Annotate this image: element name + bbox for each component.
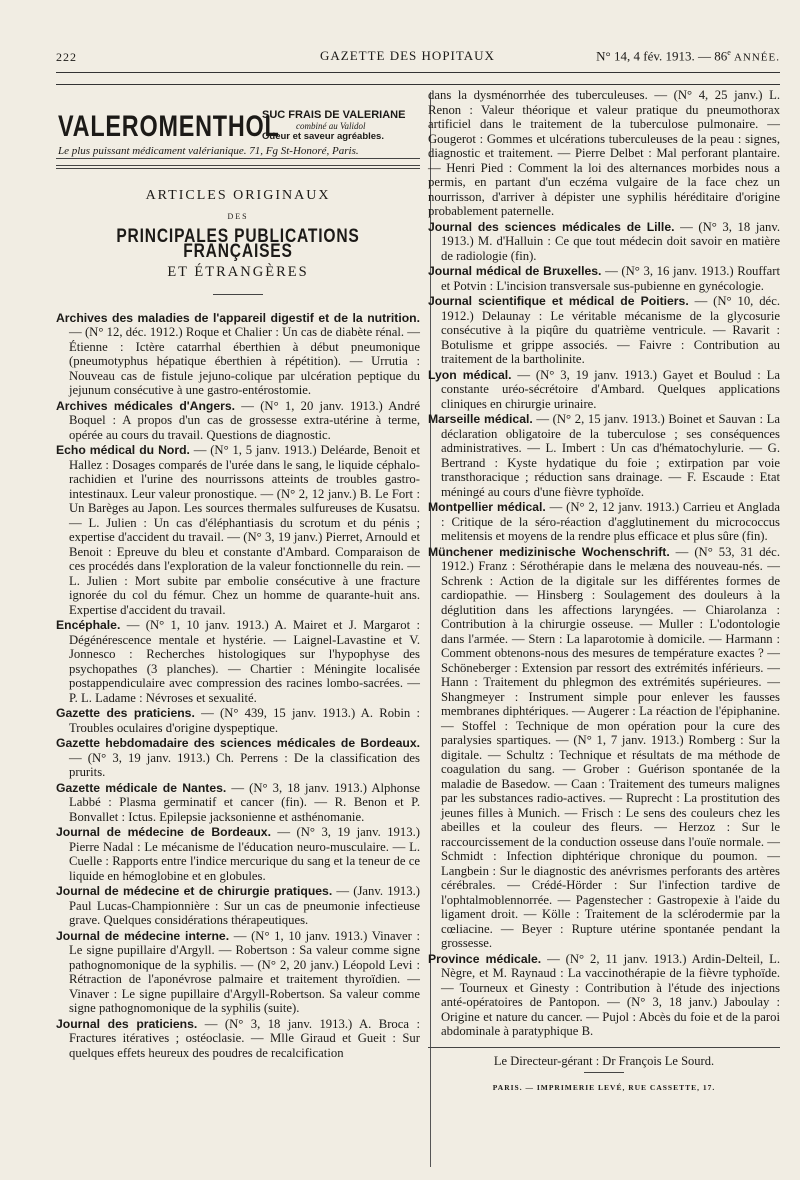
short-rule (213, 294, 263, 295)
page-header (56, 44, 780, 66)
section-title-line-2: DES (227, 211, 249, 221)
journal-name: Marseille médical. (428, 412, 533, 426)
issue-sup: e (727, 48, 731, 57)
journal-name: Lyon médical. (428, 367, 512, 382)
right-entry-list (428, 88, 780, 1039)
advertisement (56, 96, 420, 159)
ad-line-2: combiné au Validol (296, 121, 366, 131)
journal-entry (56, 781, 420, 825)
journal-name: Gazette hebdomadaire des sciences médicales de Bordeaux. (56, 736, 420, 750)
right-column (428, 88, 780, 1096)
journal-entry (428, 545, 780, 951)
journal-entry-text: dans la dysménorrhée des tuberculeuses. — (N° 4, 25 janv.) L. Renon : Valeur théorique et valeur pratique du pneumothorax artificiel dans le traitement de la tuberculose pulmonaire. — Gougerot : Gommes et ulcérations tuberculeuses de la peau : signes, diagnostic et traitement. — Pierre Delbet : Mal perforant plantaire. — Henri Pied : Comment la loi des alternances morbides nous a permis, en partant d'un eczéma vulgaire de la face chez un nourrisson, d'arriver à dépister une syphilis héréditaire d'origine probablement paternelle. (428, 88, 780, 218)
journal-entry (56, 884, 420, 928)
double-rule (56, 165, 420, 169)
issue-info (596, 48, 780, 64)
journal-entry (56, 1017, 420, 1061)
journal-name: Journal de médecine et de chirurgie pratiques. (56, 884, 333, 898)
journal-entry-text: — (N° 3, 19 janv. 1913.) Gayet et Boulud : La constante uréo-sécrétoire d'Ambard. Quelques applications cliniques en chirurgie urinaire. (441, 367, 780, 411)
journal-entry-text: — (N° 2, 12 janv. 1913.) Carrieu et Anglada : Critique de la séro-réaction d'agglutinement du micrococcus melitensis et moyens de la rendre plus efficace et plus sûre (fin). (441, 500, 780, 543)
printer-line: PARIS. — IMPRIMERIE LEVÉ, RUE CASSETTE, 17. (492, 1083, 716, 1092)
journal-entry-text: — (N° 1, 10 janv. 1913.) Vinaver : Le signe pupillaire d'Argyll. — Robertson : Sa valeur comme signe pathognomonique de la syphilis. — (N° 2, 20 janv.) Léopold Levi : Rétraction de l'aponévrose palmaire et traitement thyroïdien. — Vinaver : Le signe pupillaire d'Argyll-Robertson. Sa valeur comme signe pathognomonique de la syphilis (suite). (69, 928, 420, 1015)
newspaper-title: GAZETTE DES HOPITAUX (320, 48, 495, 63)
journal-entry-text: — (N° 3, 18 janv. 1913.) M. d'Halluin : Ce que tout médecin doit savoir en matière de radiologie (fin). (441, 219, 781, 263)
journal-name: Archives médicales d'Angers. (56, 398, 236, 413)
journal-name: Journal médical de Bruxelles. (428, 264, 602, 278)
journal-entry-text: — (N° 1, 20 janv. 1913.) André Boquel : A propos d'un cas de grossesse extra-utérine à terme, opérée au cours du travail. Questions de diagnostic. (69, 398, 420, 442)
ad-tagline: Le plus puissant médicament valérianique. 71, Fg St-Honoré, Paris. (58, 145, 359, 157)
section-title (56, 189, 420, 280)
journal-entry (56, 443, 420, 617)
journal-entry (428, 368, 780, 412)
journal-entry-text: — (N° 3, 19 janv. 1913.) Ch. Perrens : De la classification des prurits. (69, 750, 420, 779)
section-title-line-1: ARTICLES ORIGINAUX (145, 188, 331, 203)
journal-name: Encéphale. (56, 618, 121, 632)
director-line: Le Directeur-gérant : Dr François Le Sourd. (493, 1053, 715, 1068)
journal-entry-text: — (N° 1, 5 janv. 1913.) Deléarde, Benoit et Hallez : Dosages comparés de l'urée dans le sang, le liquide céphalo-rachidien et l'urine des nourrissons atteints de troubles gastro-intestinaux. Leur valeur pronostique. — (N° 2, 12 janv.) B. Le Fort : Un Barèges au Japon. Les sources thermales sulfureuses de Kusatsu. — L. Julien : Un cas d'éléphantiasis du scrotum et du pénis ; expertise d'accident du travail. — (N° 3, 19 janv.) Pierret, Arnould et Benoit : Epreuve du bleu et constante d'Ambard. Comparaison de ces procédés dans l'exploration de la valeur fonctionnelle du rein. — L. Julien : Mort subite par embolie consécutive à une fracture ignorée du col du fémur. Chez un homme de quarante-huit ans. Expertise d'accident du travail. (69, 443, 420, 617)
journal-name: Province médicale. (428, 951, 542, 966)
journal-entry-text: — (N° 2, 15 janv. 1913.) Boinet et Sauvan : La déclaration obligatoire de la tuberculose ; ses conséquences administratives. — L. Imbert : Un cas d'hématochylurie. — G. Bertrand : Kyste hydatique du foie ; extirpation par voie transthoracique ; réduction sans drainage. — F. Escaude : Etat méningé au cours d'une fièvre typhoïde. (441, 412, 780, 499)
journal-name: Journal des praticiens. (56, 1016, 198, 1031)
journal-name: Gazette médicale de Nantes. (56, 780, 227, 795)
journal-entry-text: — (Janv. 1913.) Paul Lucas-Championnière : Sur un cas de pneumonie infectieuse grave. Quelques considérations thérapeutiques. (69, 884, 420, 927)
left-entry-list (56, 311, 420, 1061)
journal-entry-text: — (N° 3, 16 janv. 1913.) Rouffart et Potvin : L'incision transversale sus-pubienne en gynécologie. (441, 264, 780, 293)
journal-entry (428, 952, 780, 1039)
journal-entry-text: — (N° 2, 11 janv. 1913.) Ardin-Delteil, L. Nègre, et M. Raynaud : La vaccinothérapie de la fièvre typhoïde. — Tourneux et Ginesty : Contribution à l'étude des injections anté-opératoires de Pantopon. — (N° 3, 18 janv.) Jaboulay : Origine et nature du cancer. — Pujol : Abcès du foie et de la paroi abdominale à paratyphique B. (441, 951, 780, 1038)
footer-rule (428, 1047, 780, 1048)
journal-entry (56, 311, 420, 398)
journal-entry (56, 399, 420, 443)
journal-entry (428, 88, 780, 219)
header-rule-2 (56, 84, 780, 85)
journal-entry (428, 220, 780, 264)
journal-entry-text: — (N° 10, déc. 1912.) Delaunay : Le véritable mécanisme de la glycosurie consécutive à la piqûre du quatrième ventricule. — Ravarit : Botulisme et grippe associés. — Faivre : Contribution au traitement de la bartholinite. (441, 294, 780, 366)
journal-entry-text: — (N° 3, 18 janv. 1913.) Alphonse Labbé : Plasma germinatif et cancer (fin). — R. Benon et P. Bonvallet : Ictus. Epilepsie jacksonienne et asthénomanie. (69, 780, 420, 824)
journal-entry (56, 706, 420, 735)
ad-line-3: Odeur et saveur agréables. (262, 131, 384, 142)
journal-entry-text: — (N° 53, 31 déc. 1912.) Franz : Sérothérapie dans le melæna des nouveau-nés. — Schrenk : Action de la digitale sur les différentes formes de cardiopathie. — Hinsberg : Soulagement des douleurs à la déglutition dans les affections laryngées. — Chiarolanza : Contribution à la chirurgie osseuse. — Muller : L'odontologie dans l'armée. — Stern : La laparotomie à domicile. — Harmann : Comment obtenons-nous des mesures de température exactes ? — Schöneberger : Extension par ressort des extrémités inférieurs. — Hann : Traitement du phlegmon des extrémités supérieures. — Shangmeyer : Instrument simple pour enlever les fausses membranes diphtériques. — Augerer : La réaction de l'épiphanine. — Stoffel : Technique de mon opération pour la cure des paralysies spartiques. — (N° 1, 7 janv. 1913.) Romberg : Sur la digitale. — Schultz : Technique et résultats de ma méthode de coagulation du sang. — Grober : Guérison spontanée de la maladie de Basedow. — Caan : Traitement des tumeurs malignes par les substances radio-actives. — Ruprecht : La prostitution des jeunes filles à Munich. — Frisch : Le sens des couleurs chez les abeilles et la couleur des fleurs. — Herzoz : Sur le raccourcissement de la conduction osseuse dans l'ouïe normale. — Schmidt : Infection diphtérique chronique du poumon. — Langbein : Sur le diagnostic des anévrismes perforants des artères cérébrales. — Crédé-Hörder : Sur l'infection tardive de l'ophtalmoblennorrée. — Pagenstecher : Gastropexie à l'aide du ligament droit. — Kölle : Traitement de la sclérodermie par la cœliacine. — Beyer : Rupture utérine spontanée pendant la grossesse. (441, 544, 780, 950)
journal-name: Journal de médecine interne. (56, 928, 230, 943)
journal-entry (428, 412, 780, 499)
section-title-line-3: PRINCIPALES PUBLICATIONS FRANÇAISES (116, 226, 360, 262)
left-column (56, 96, 420, 1061)
journal-entry (56, 825, 420, 883)
journal-entry-text: — (N° 12, déc. 1912.) Roque et Chalier : Un cas de diabète rénal. — Étienne : Ictère catarrhal éberthien à début pneumonique (pneumotyphus hépatique éberthien à répétition). — Urrutia : Nouveau cas de fistule jejuno-colique par ulcération peptique du jejunum consécutive à une gastro-entérostomie. (69, 325, 420, 397)
ad-line-1: SUC FRAIS DE VALERIANE (262, 109, 406, 121)
journal-name: Münchener medizinische Wochenschrift. (428, 544, 670, 559)
journal-name: Gazette des praticiens. (56, 706, 195, 720)
journal-name: Journal scientifique et médical de Poitiers. (428, 294, 689, 308)
journal-entry (56, 736, 420, 780)
footer-short-rule (584, 1072, 624, 1073)
issue-annee: ANNÉE. (730, 51, 780, 64)
journal-name: Echo médical du Nord. (56, 443, 190, 457)
journal-entry-text: — (N° 3, 18 janv. 1913.) A. Broca : Fractures itératives ; ostéoclasie. — Mlle Giraud et Gueit : Sur quelques effets heureux des poudres de recalcification (69, 1016, 420, 1060)
journal-name: Montpellier médical. (428, 500, 546, 514)
journal-entry (428, 294, 780, 367)
journal-name: Journal des sciences médicales de Lille. (428, 219, 675, 234)
journal-entry (428, 264, 780, 293)
issue-number: N° 14, 4 fév. 1913. — 86 (596, 48, 728, 64)
section-title-line-4: ET ÉTRANGÈRES (167, 264, 309, 280)
journal-entry (428, 500, 780, 544)
ad-logo: VALEROMENTHOL (58, 110, 280, 143)
page-number: 222 (56, 50, 77, 64)
journal-entry-text: — (N° 3, 19 janv. 1913.) Pierre Nadal : Le mécanisme de l'éducation neuro-musculaire. — L. Cuelle : Rapports entre l'indice mercurique du sang et la teneur de ce liquide en hémoglobine et en globules. (69, 825, 420, 883)
journal-name: Archives des maladies de l'appareil digestif et de la nutrition. (56, 310, 420, 325)
journal-entry-text: — (N° 1, 10 janv. 1913.) A. Mairet et J. Margarot : Dégénérescence mentale et hystérie. — Laignel-Lavastine et V. Jonnesco : Recherches histologiques sur l'hypophyse des psychopathes (3 planches). — Chartier : Méningite localisée postappendiculaire avec compression des racines lombo-sacrées. — P. L. Ladame : Névroses et sexualité. (69, 618, 420, 705)
journal-name: Journal de médecine de Bordeaux. (56, 825, 271, 839)
journal-entry-text: — (N° 439, 15 janv. 1913.) A. Robin : Troubles oculaires d'origine dyspeptique. (69, 706, 420, 735)
journal-entry (56, 618, 420, 705)
header-rule (56, 72, 780, 73)
journal-entry (56, 929, 420, 1016)
